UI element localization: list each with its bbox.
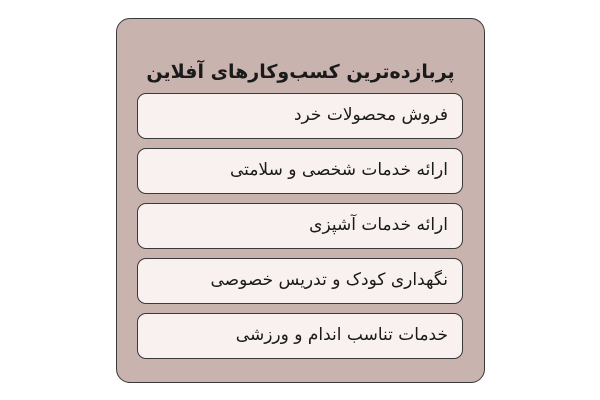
list-item-retail-sales: فروش محصولات خرد (137, 93, 463, 139)
card-title: پربازده‌ترین کسب‌وکارهای آفلاین (146, 61, 455, 83)
list-item-fitness-sports-services: خدمات تناسب اندام و ورزشی (137, 313, 463, 359)
list-item-cooking-services: ارائه خدمات آشپزی (137, 203, 463, 249)
list-item-personal-health-services: ارائه خدمات شخصی و سلامتی (137, 148, 463, 194)
list-item-childcare-tutoring: نگهداری کودک و تدریس خصوصی (137, 258, 463, 304)
